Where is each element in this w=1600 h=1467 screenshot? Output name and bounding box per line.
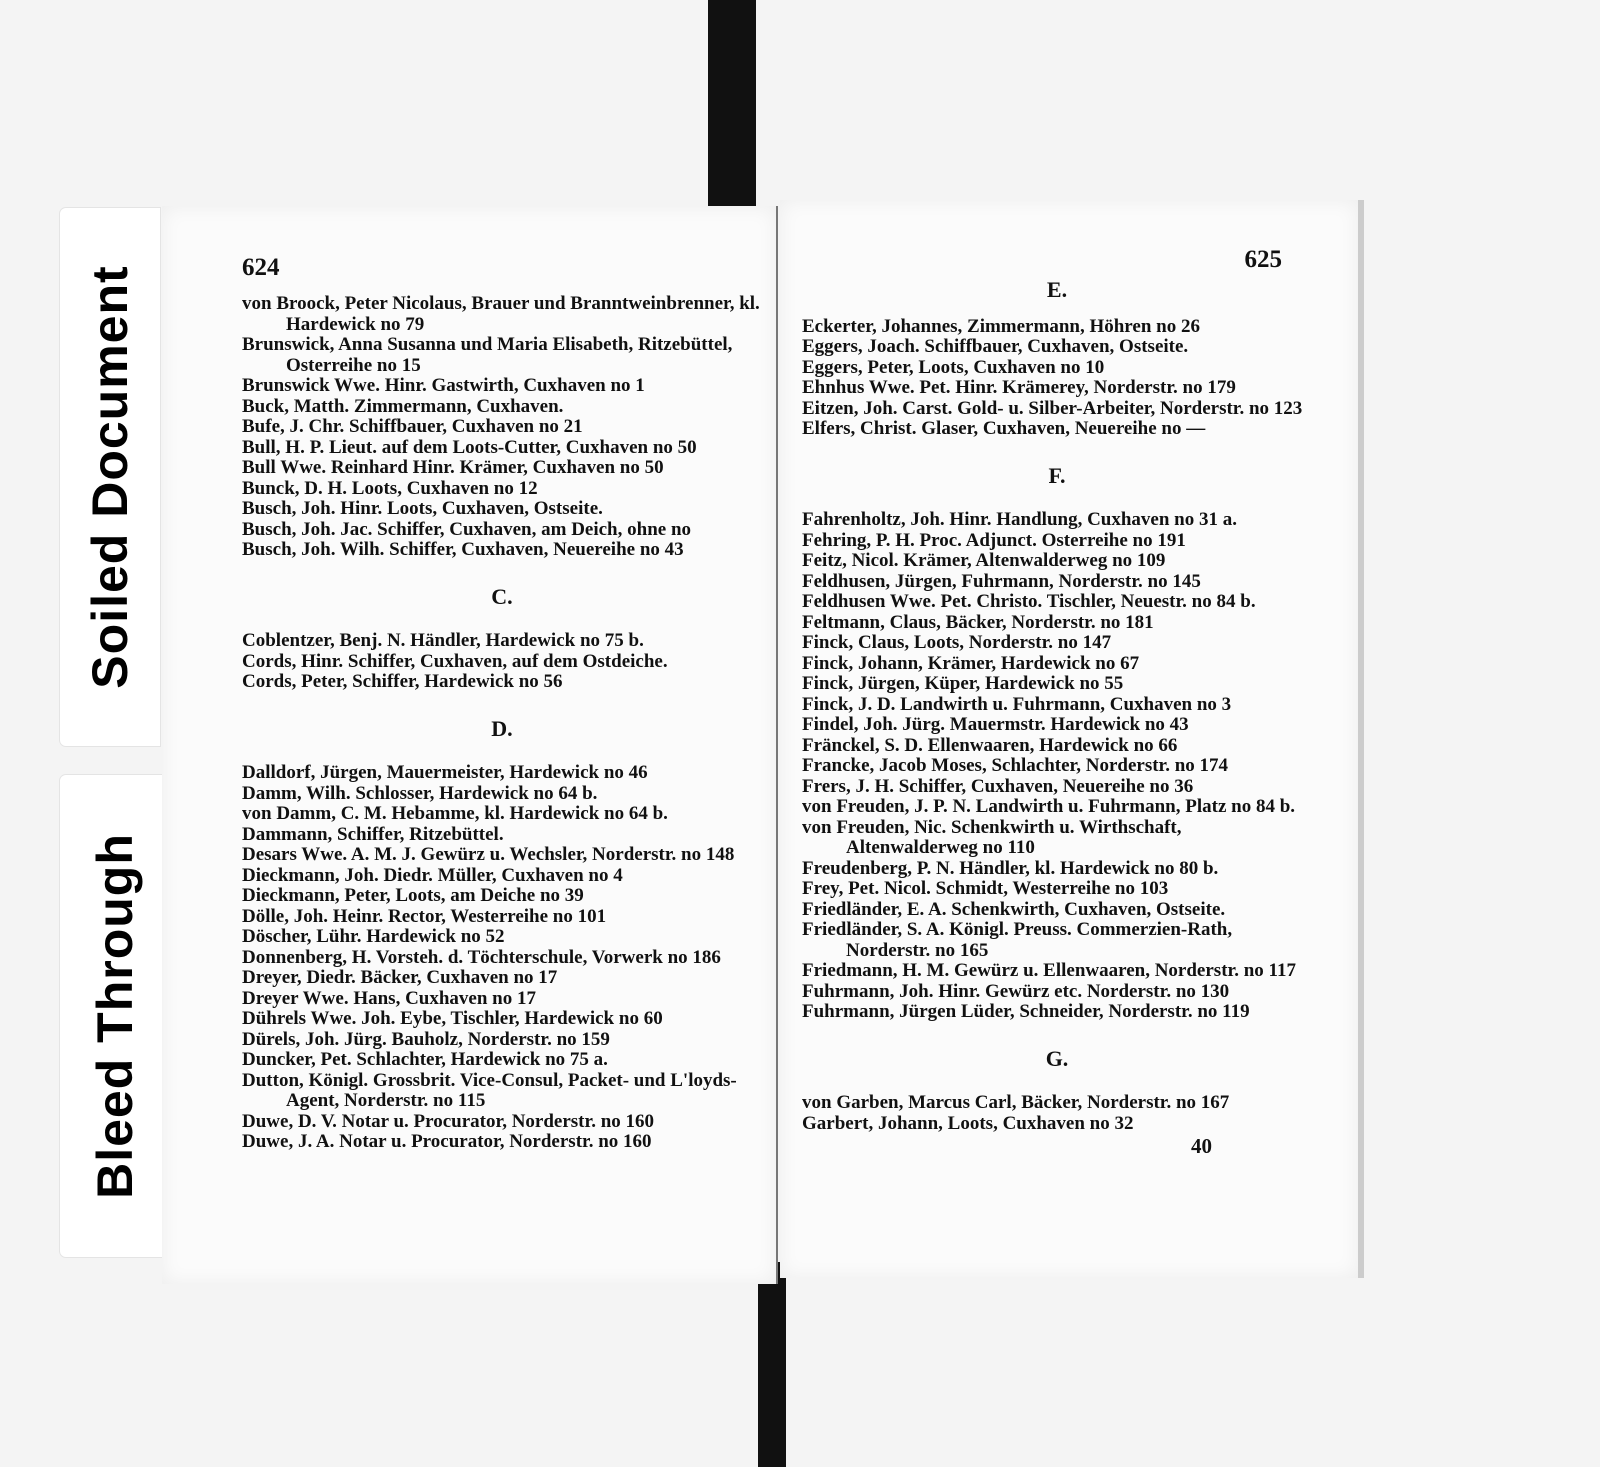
directory-entry: Cords, Hinr. Schiffer, Cuxhaven, auf dem Ostdeiche. [242,650,668,672]
tab-soiled-document[interactable] [60,208,160,746]
directory-entry: Francke, Jacob Moses, Schlachter, Norderstr. no 174 [802,755,1229,776]
directory-entry: Freudenberg, P. N. Händler, kl. Hardewick no 80 b. [802,857,1219,879]
directory-entry: von Broock, Peter Nicolaus, Brauer und Branntweinbrenner, kl. Hardewick no 79 [242,293,760,335]
binding-strip-top [708,0,756,216]
directory-entry: Coblentzer, Benj. N. Händler, Hardewick no 75 b. [242,630,644,651]
directory-entry: Fuhrmann, Jürgen Lüder, Schneider, Norderstr. no 119 [802,1001,1250,1022]
tab-label: Soiled Document [82,265,138,689]
directory-entry: Eggers, Joach. Schiffbauer, Cuxhaven, Ostseite. [802,336,1189,357]
directory-entry: Friedmann, H. M. Gewürz u. Ellenwaaren, Norderstr. no 117 [802,960,1296,981]
directory-entry: Donnenberg, H. Vorsteh. d. Töchterschule, Vorwerk no 186 [242,946,721,968]
directory-entry: Finck, Johann, Krämer, Hardewick no 67 [802,652,1140,674]
directory-entry: Bull, H. P. Lieut. auf dem Loots-Cutter, Cuxhaven no 50 [242,436,697,458]
directory-entry: Feldhusen, Jürgen, Fuhrmann, Norderstr. no 145 [802,570,1201,592]
directory-column [802,277,1312,1158]
directory-entry: Duwe, J. A. Notar u. Procurator, Norderstr. no 160 [242,1131,652,1152]
directory-entry: Feitz, Nicol. Krämer, Altenwalderweg no 109 [802,550,1166,571]
directory-entry: Dreyer, Diedr. Bäcker, Cuxhaven no 17 [242,967,558,988]
directory-entry: Ehnhus Wwe. Pet. Hinr. Krämerey, Norderstr. no 179 [802,377,1236,398]
directory-entry: Fuhrmann, Joh. Hinr. Gewürz etc. Norderstr. no 130 [802,980,1230,1002]
directory-entry: Busch, Joh. Hinr. Loots, Cuxhaven, Ostseite. [242,498,603,519]
directory-entry: Dieckmann, Peter, Loots, am Deiche no 39 [242,885,584,906]
directory-entry: Döscher, Lühr. Hardewick no 52 [242,926,505,947]
directory-entry: Dutton, Königl. Grossbrit. Vice-Consul, Packet- und L'loyds-Agent, Norderstr. no 115 [242,1069,737,1111]
directory-entry: Brunswick, Anna Susanna und Maria Elisabeth, Ritzebüttel, Osterreihe no 15 [242,334,733,376]
directory-entry: Friedländer, E. A. Schenkwirth, Cuxhaven, Ostseite. [802,898,1226,920]
section-letter: C. [491,583,513,609]
directory-entry: Feltmann, Claus, Bäcker, Norderstr. no 181 [802,611,1154,633]
section-letter: D. [491,715,513,741]
directory-entry: Dammann, Schiffer, Ritzebüttel. [242,823,504,845]
directory-entry: Fahrenholtz, Joh. Hinr. Handlung, Cuxhaven no 31 a. [802,509,1237,530]
directory-column [242,294,762,1153]
section-letter: F. [1048,462,1066,488]
directory-entry: Duncker, Pet. Schlachter, Hardewick no 75 a. [242,1049,608,1070]
directory-entry: Finck, J. D. Landwirth u. Fuhrmann, Cuxhaven no 3 [802,693,1232,715]
directory-entry: Busch, Joh. Jac. Schiffer, Cuxhaven, am Deich, ohne no [242,518,692,540]
signature-mark: 40 [1191,1134,1212,1158]
page-number: 624 [242,254,280,281]
directory-entry: von Damm, C. M. Hebamme, kl. Hardewick no 64 b. [242,803,668,824]
directory-entry: Fehring, P. H. Proc. Adjunct. Osterreihe no 191 [802,529,1186,551]
directory-entry: Findel, Joh. Jürg. Mauermstr. Hardewick no 43 [802,714,1189,735]
directory-entry: Busch, Joh. Wilh. Schiffer, Cuxhaven, Neuereihe no 43 [242,539,684,560]
directory-entry: Bull Wwe. Reinhard Hinr. Krämer, Cuxhaven no 50 [242,457,664,478]
directory-entry: von Freuden, J. P. N. Landwirth u. Fuhrmann, Platz no 84 b. [802,796,1296,817]
directory-entry: Frey, Pet. Nicol. Schmidt, Westerreihe no 103 [802,878,1169,899]
directory-entry: Damm, Wilh. Schlosser, Hardewick no 64 b. [242,782,598,804]
binding-strip-bottom [758,1262,786,1467]
directory-entry: Dürels, Joh. Jürg. Bauholz, Norderstr. no 159 [242,1028,610,1050]
directory-entry: Frers, J. H. Schiffer, Cuxhaven, Neuereihe no 36 [802,775,1194,797]
directory-entry: Fränckel, S. D. Ellenwaaren, Hardewick no 66 [802,734,1178,756]
directory-entry: Feldhusen Wwe. Pet. Christo. Tischler, Neuestr. no 84 b. [802,591,1256,612]
directory-entry: Buck, Matth. Zimmermann, Cuxhaven. [242,395,564,417]
directory-entry: Eggers, Peter, Loots, Cuxhaven no 10 [802,356,1105,378]
directory-entry: Bufe, J. Chr. Schiffbauer, Cuxhaven no 21 [242,416,583,437]
directory-entry: Bunck, D. H. Loots, Cuxhaven no 12 [242,477,538,499]
directory-entry: Cords, Peter, Schiffer, Hardewick no 56 [242,671,563,692]
directory-entry: Dölle, Joh. Heinr. Rector, Westerreihe no 101 [242,905,607,927]
directory-entry: Dalldorf, Jürgen, Mauermeister, Hardewick no 46 [242,762,648,783]
directory-entry: Eckerter, Johannes, Zimmermann, Höhren no 26 [802,315,1200,337]
right-page [780,200,1364,1278]
directory-entry: Dieckmann, Joh. Diedr. Müller, Cuxhaven no 4 [242,864,623,886]
directory-entry: Dreyer Wwe. Hans, Cuxhaven no 17 [242,987,536,1009]
directory-entry: Dührels Wwe. Joh. Eybe, Tischler, Hardewick no 60 [242,1008,663,1029]
directory-entry: Brunswick Wwe. Hinr. Gastwirth, Cuxhaven no 1 [242,375,645,396]
directory-entry: Garbert, Johann, Loots, Cuxhaven no 32 [802,1112,1134,1134]
directory-entry: Finck, Claus, Loots, Norderstr. no 147 [802,632,1112,653]
tab-bleed-through[interactable] [60,775,170,1257]
tab-label: Bleed Through [87,833,143,1199]
section-letter: E. [1046,277,1068,302]
directory-entry: von Garben, Marcus Carl, Bäcker, Norderstr. no 167 [802,1092,1230,1113]
directory-entry: Finck, Jürgen, Küper, Hardewick no 55 [802,673,1124,694]
directory-entry: Friedländer, S. A. Königl. Preuss. Commerzien-Rath, Norderstr. no 165 [802,919,1233,961]
directory-entry: Elfers, Christ. Glaser, Cuxhaven, Neuereihe no — [802,418,1206,439]
left-page [162,206,778,1284]
directory-entry: Desars Wwe. A. M. J. Gewürz u. Wechsler, Norderstr. no 148 [242,844,735,865]
page-number: 625 [1244,246,1282,273]
directory-entry: Duwe, D. V. Notar u. Procurator, Norderstr. no 160 [242,1110,655,1132]
section-letter: G. [1045,1045,1069,1071]
directory-entry: Eitzen, Joh. Carst. Gold- u. Silber-Arbeiter, Norderstr. no 123 [802,397,1303,419]
directory-entry: von Freuden, Nic. Schenkwirth u. Wirthschaft, Altenwalderweg no 110 [802,816,1182,858]
